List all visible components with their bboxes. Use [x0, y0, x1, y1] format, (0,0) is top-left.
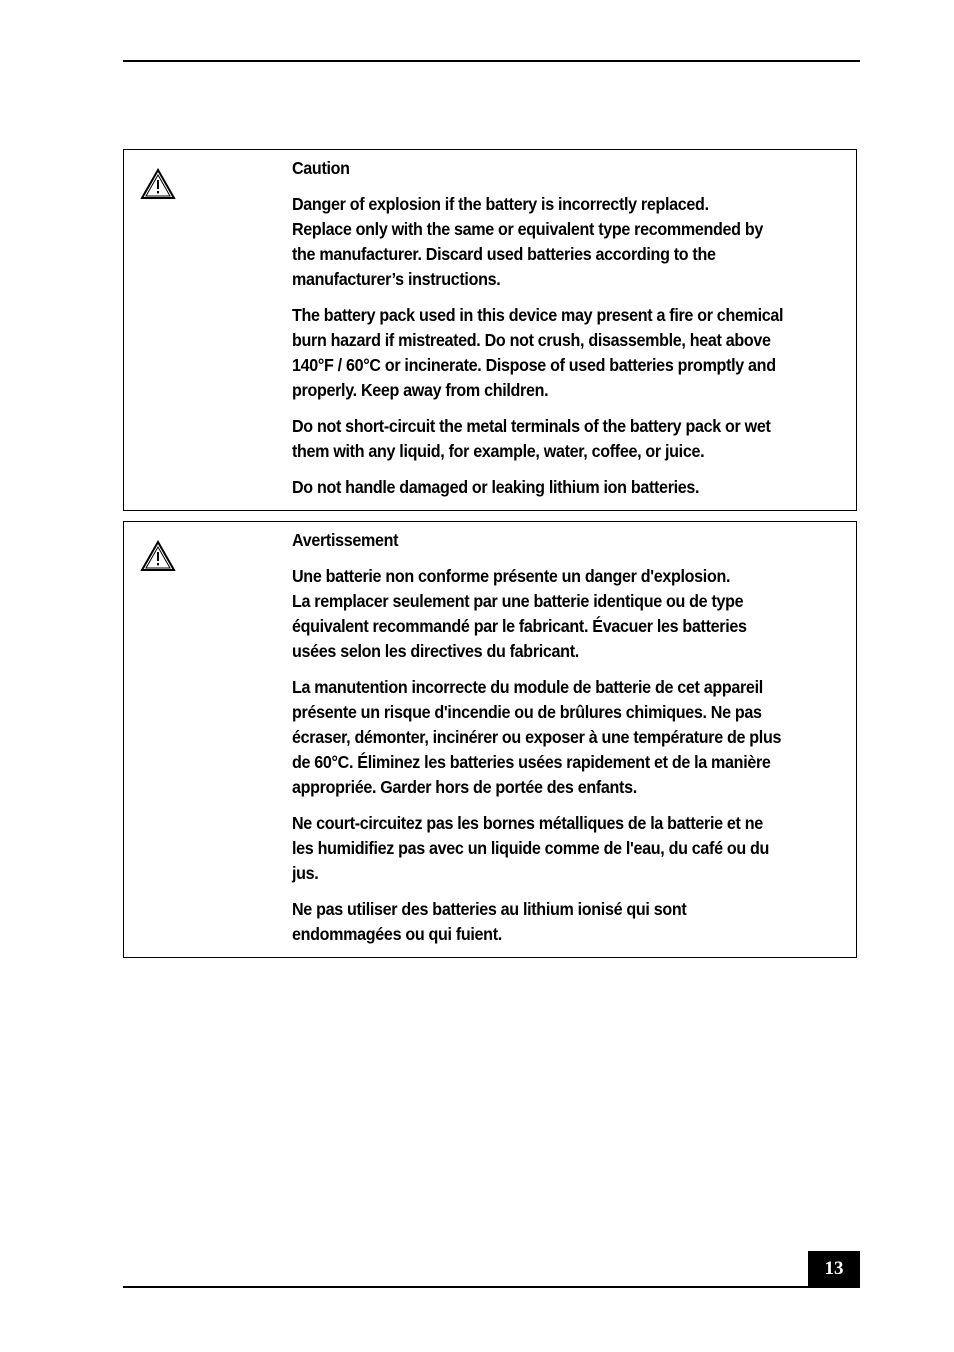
notice-paragraph: La manutention incorrecte du module de batterie de cet appareil présente un risque d'incendie ou de brûlures chimiques. Ne pas écraser, démonter, incinérer ou exposer à une température de plus de 60°C. Éliminez les batteries usées rapidement et de la manière appropriée. Garder hors de portée des enfants.: [292, 677, 782, 797]
warning-triangle-icon: [140, 540, 176, 572]
page-number: 13: [808, 1251, 860, 1287]
notice-paragraph: Do not short-circuit the metal terminals of the battery pack or wet them with any liquid, for example, water, coffee, or juice.: [292, 416, 771, 461]
caution-notice-box: [123, 149, 857, 511]
notice-title: Caution: [292, 158, 350, 178]
notice-title: Avertissement: [292, 530, 399, 550]
caution-notice-content: [292, 156, 807, 511]
avertissement-notice-content: [292, 528, 807, 958]
notice-paragraph: The battery pack used in this device may present a fire or chemical burn hazard if mistreated. Do not crush, disassemble, heat above 140°F / 60°C or incinerate. Dispose of used batteries promptly and properly. Keep away from children.: [292, 305, 784, 400]
notice-paragraph: Ne court-circuitez pas les bornes métalliques de la batterie et ne les humidifiez pas avec un liquide comme de l'eau, du café ou du jus.: [292, 813, 770, 883]
notice-paragraph: Danger of explosion if the battery is incorrectly replaced. Replace only with the same or equivalent type recommended by the manufacturer. Discard used batteries according to the manufacturer’s instructions.: [292, 194, 763, 289]
avertissement-notice-box: [123, 521, 857, 958]
notice-paragraph: Ne pas utiliser des batteries au lithium ionisé qui sont endommagées ou qui fuient.: [292, 899, 687, 944]
footer-rule: [123, 1286, 860, 1288]
header-rule: [123, 60, 860, 62]
warning-triangle-icon: [140, 168, 176, 200]
notice-paragraph: Une batterie non conforme présente un danger d'explosion. La remplacer seulement par une batterie identique ou de type équivalent recommandé par le fabricant. Évacuer les batteries usées selon les directives du fabricant.: [292, 566, 747, 661]
notice-paragraph: Do not handle damaged or leaking lithium ion batteries.: [292, 477, 700, 497]
